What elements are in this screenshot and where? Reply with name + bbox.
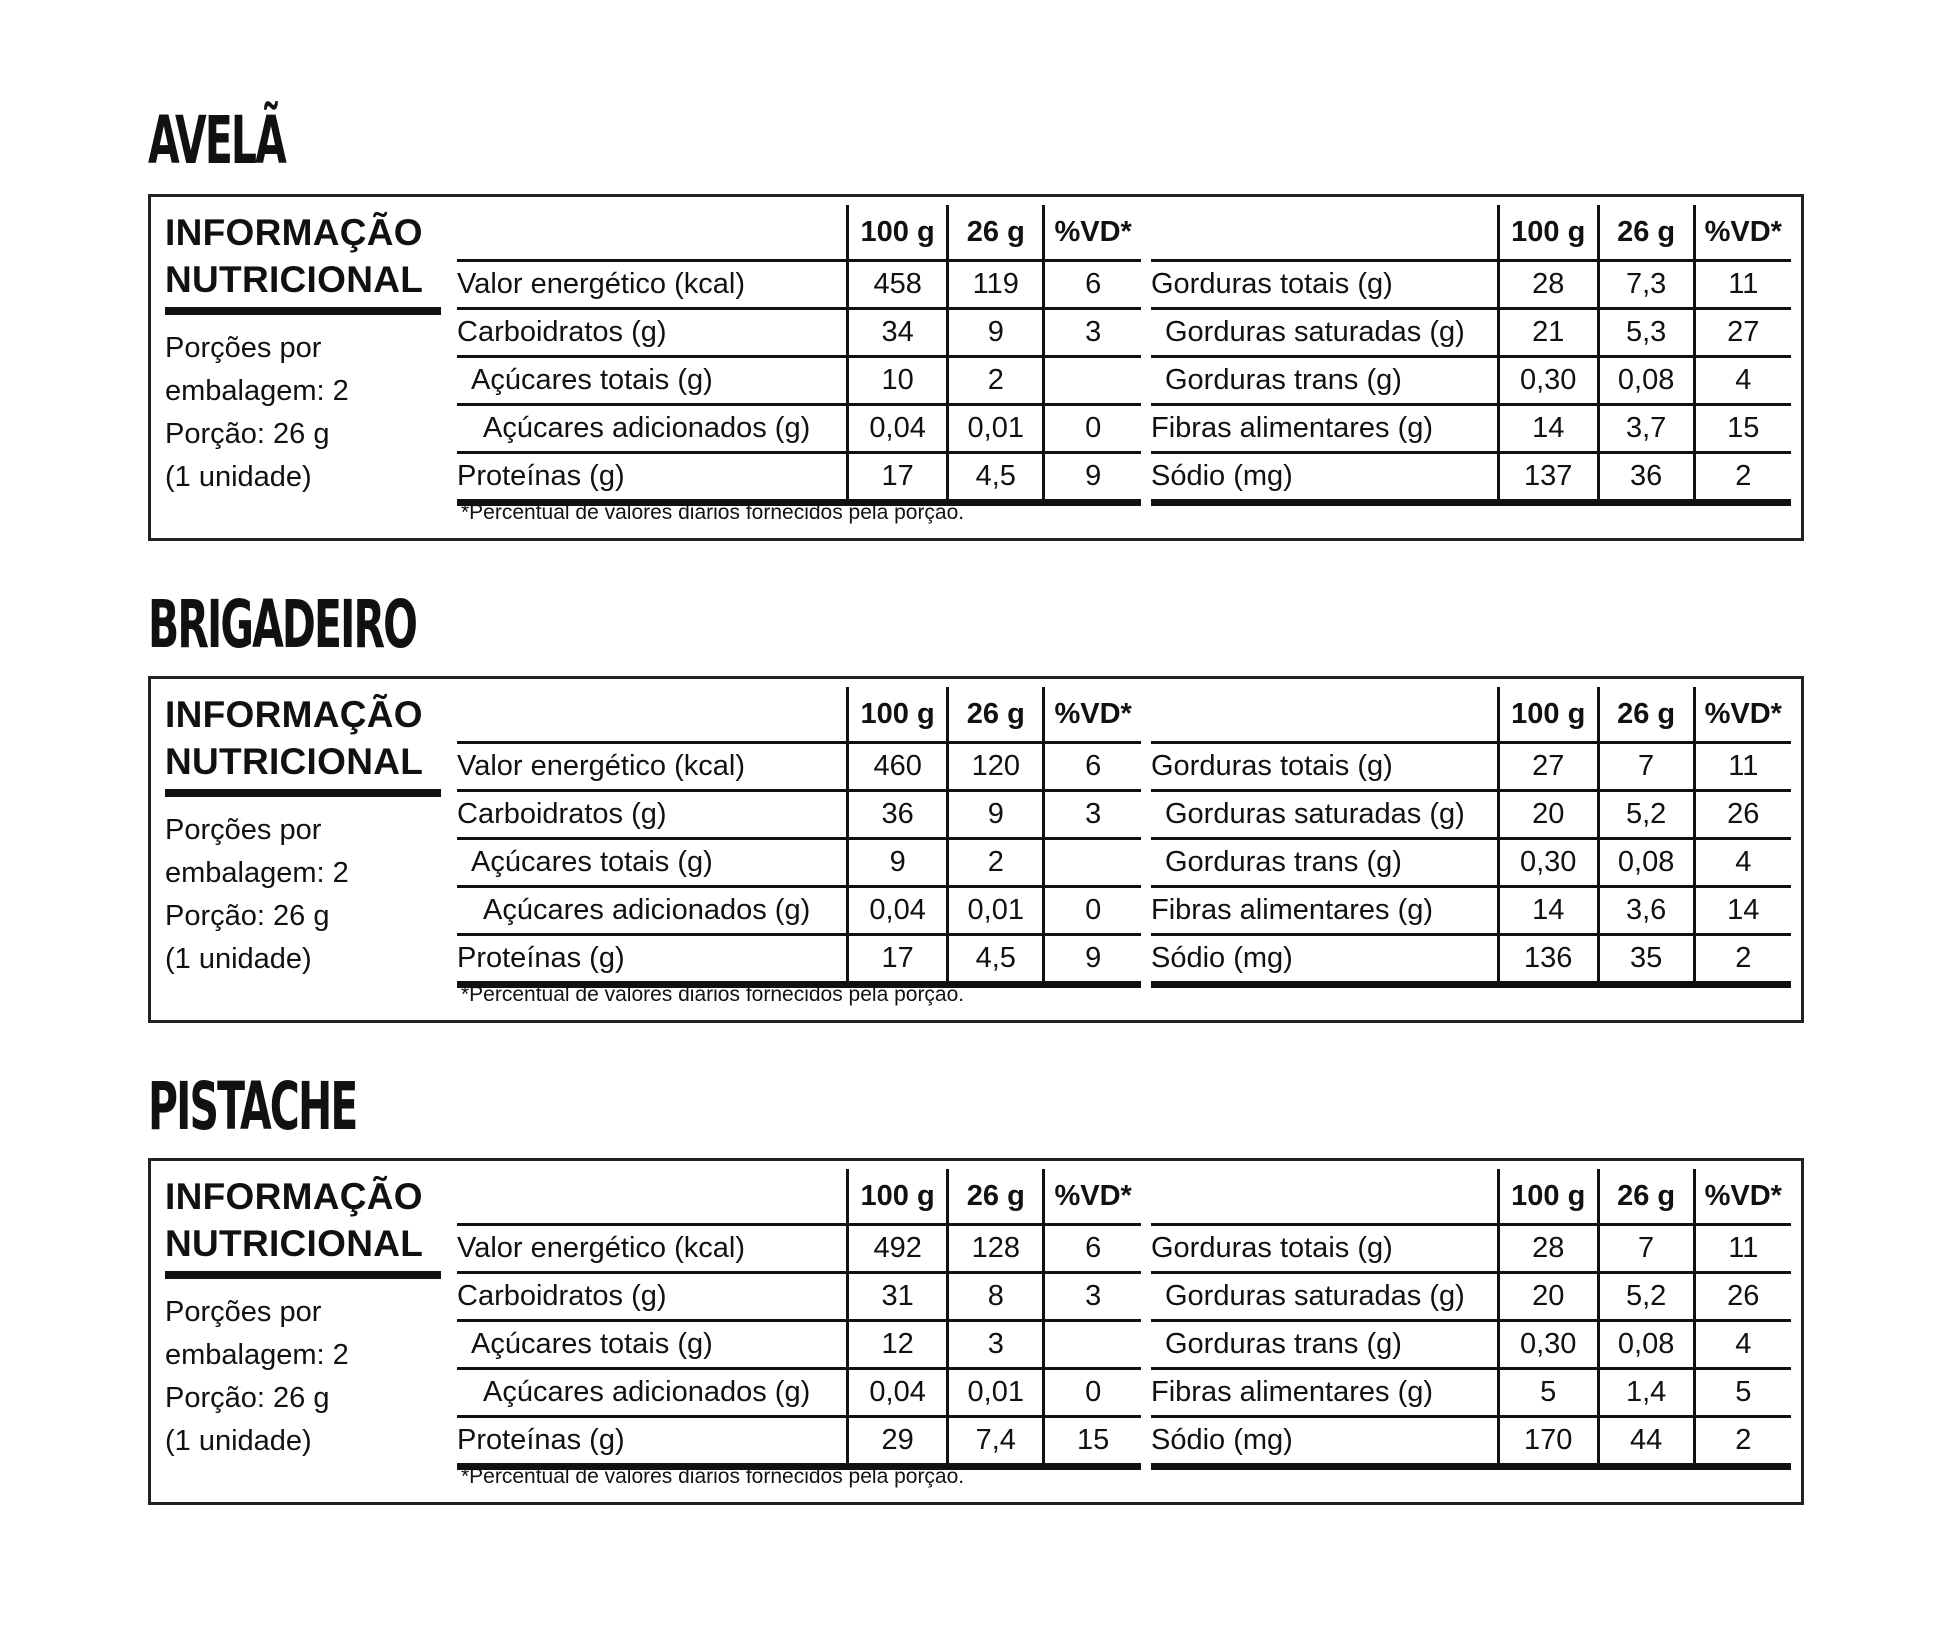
product-title-brigadeiro: BRIGADEIRO (148, 586, 417, 663)
value-26g: 0,01 (948, 887, 1044, 935)
nutrition-panel-pistache (148, 1158, 1804, 1505)
info-title-line: NUTRICIONAL (165, 741, 424, 782)
table-header-row (1151, 687, 1791, 743)
value-100g: 28 (1498, 261, 1598, 309)
value-26g: 0,08 (1598, 1321, 1694, 1369)
value-vd: 15 (1044, 1417, 1141, 1467)
portions-info (165, 809, 441, 981)
value-vd: 3 (1044, 1273, 1141, 1321)
info-title-line: NUTRICIONAL (165, 1223, 424, 1264)
header-26g: 26 g (948, 687, 1044, 743)
nutrition-table-left (457, 687, 1141, 988)
value-26g: 3 (948, 1321, 1044, 1369)
header-blank-cell (1151, 687, 1498, 743)
portions-line: Porções por (165, 814, 322, 846)
header-100g: 100 g (848, 205, 948, 261)
header-blank-cell (457, 205, 848, 261)
value-vd: 6 (1044, 743, 1141, 791)
row-label: Sódio (mg) (1151, 935, 1498, 985)
table-row (457, 405, 1141, 453)
value-100g: 29 (848, 1417, 948, 1467)
row-label: Gorduras totais (g) (1151, 1225, 1498, 1273)
table-row (457, 791, 1141, 839)
value-100g: 492 (848, 1225, 948, 1273)
panel-left-column (165, 209, 441, 499)
row-label: Fibras alimentares (g) (1151, 1369, 1498, 1417)
value-100g: 36 (848, 791, 948, 839)
header-26g: 26 g (948, 205, 1044, 261)
row-label: Gorduras trans (g) (1151, 1321, 1498, 1369)
value-26g: 4,5 (948, 935, 1044, 985)
value-26g: 5,2 (1598, 791, 1694, 839)
value-vd: 11 (1694, 261, 1791, 309)
table-row (457, 453, 1141, 503)
value-26g: 3,6 (1598, 887, 1694, 935)
value-26g: 35 (1598, 935, 1694, 985)
header-vd: %VD* (1694, 1169, 1791, 1225)
table-row (1151, 1225, 1791, 1273)
value-vd: 4 (1694, 1321, 1791, 1369)
table-row (457, 1417, 1141, 1467)
info-title (165, 209, 441, 315)
nutrition-table-right (1151, 205, 1791, 506)
value-26g: 9 (948, 791, 1044, 839)
header-26g: 26 g (948, 1169, 1044, 1225)
header-vd: %VD* (1044, 1169, 1141, 1225)
header-blank-cell (1151, 205, 1498, 261)
portions-line: Porções por (165, 1296, 322, 1328)
value-100g: 0,04 (848, 1369, 948, 1417)
row-label: Gorduras totais (g) (1151, 261, 1498, 309)
header-vd: %VD* (1694, 687, 1791, 743)
row-label: Gorduras trans (g) (1151, 357, 1498, 405)
value-vd (1044, 357, 1141, 405)
value-vd: 14 (1694, 887, 1791, 935)
value-vd: 15 (1694, 405, 1791, 453)
table-row (457, 309, 1141, 357)
value-26g: 128 (948, 1225, 1044, 1273)
info-title-line: INFORMAÇÃO (165, 1176, 423, 1217)
value-100g: 137 (1498, 453, 1598, 503)
value-26g: 5,2 (1598, 1273, 1694, 1321)
value-100g: 27 (1498, 743, 1598, 791)
value-26g: 5,3 (1598, 309, 1694, 357)
value-26g: 0,08 (1598, 839, 1694, 887)
value-vd (1044, 839, 1141, 887)
portions-info (165, 327, 441, 499)
table-row (1151, 839, 1791, 887)
table-row (457, 357, 1141, 405)
portions-info (165, 1291, 441, 1463)
value-vd: 0 (1044, 887, 1141, 935)
table-row (457, 1369, 1141, 1417)
value-vd: 2 (1694, 935, 1791, 985)
value-26g: 0,01 (948, 1369, 1044, 1417)
portions-line: Porção: 26 g (165, 418, 330, 450)
row-label: Proteínas (g) (457, 453, 848, 503)
value-vd: 11 (1694, 743, 1791, 791)
table-row (457, 1225, 1141, 1273)
table-header-row (457, 687, 1141, 743)
nutrition-panel-avela (148, 194, 1804, 541)
value-vd: 2 (1694, 1417, 1791, 1467)
value-vd: 2 (1694, 453, 1791, 503)
row-label: Gorduras saturadas (g) (1151, 1273, 1498, 1321)
header-26g: 26 g (1598, 1169, 1694, 1225)
value-vd: 6 (1044, 261, 1141, 309)
value-100g: 9 (848, 839, 948, 887)
portions-line: embalagem: 2 (165, 857, 349, 889)
footnote: *Percentual de valores diários fornecidos pela porção. (461, 501, 965, 524)
portions-line: embalagem: 2 (165, 375, 349, 407)
value-26g: 4,5 (948, 453, 1044, 503)
value-vd: 3 (1044, 791, 1141, 839)
portions-line: (1 unidade) (165, 461, 312, 493)
value-100g: 0,30 (1498, 1321, 1598, 1369)
footnote: *Percentual de valores diários fornecidos pela porção. (461, 1465, 965, 1488)
row-label: Gorduras saturadas (g) (1151, 791, 1498, 839)
table-row (457, 1273, 1141, 1321)
value-100g: 5 (1498, 1369, 1598, 1417)
table-header-row (1151, 205, 1791, 261)
header-100g: 100 g (848, 687, 948, 743)
row-label: Sódio (mg) (1151, 453, 1498, 503)
table-row (1151, 743, 1791, 791)
row-label: Açúcares totais (g) (457, 357, 848, 405)
value-100g: 21 (1498, 309, 1598, 357)
value-26g: 1,4 (1598, 1369, 1694, 1417)
table-row (1151, 1417, 1791, 1467)
value-100g: 34 (848, 309, 948, 357)
value-vd: 0 (1044, 405, 1141, 453)
row-label: Fibras alimentares (g) (1151, 887, 1498, 935)
table-row (1151, 405, 1791, 453)
value-26g: 8 (948, 1273, 1044, 1321)
info-title-line: NUTRICIONAL (165, 259, 424, 300)
table-row (457, 887, 1141, 935)
row-label: Açúcares totais (g) (457, 839, 848, 887)
portions-line: (1 unidade) (165, 1425, 312, 1457)
value-vd: 6 (1044, 1225, 1141, 1273)
header-blank-cell (457, 687, 848, 743)
value-100g: 28 (1498, 1225, 1598, 1273)
header-100g: 100 g (1498, 1169, 1598, 1225)
portions-line: Porções por (165, 332, 322, 364)
table-row (1151, 935, 1791, 985)
value-26g: 2 (948, 357, 1044, 405)
table-row (457, 1321, 1141, 1369)
value-vd: 9 (1044, 935, 1141, 985)
table-row (1151, 453, 1791, 503)
value-26g: 7,4 (948, 1417, 1044, 1467)
value-100g: 170 (1498, 1417, 1598, 1467)
value-26g: 36 (1598, 453, 1694, 503)
row-label: Gorduras trans (g) (1151, 839, 1498, 887)
row-label: Açúcares adicionados (g) (457, 1369, 848, 1417)
value-26g: 9 (948, 309, 1044, 357)
portions-line: Porção: 26 g (165, 900, 330, 932)
value-100g: 14 (1498, 887, 1598, 935)
value-100g: 12 (848, 1321, 948, 1369)
value-26g: 44 (1598, 1417, 1694, 1467)
value-26g: 120 (948, 743, 1044, 791)
value-vd: 9 (1044, 453, 1141, 503)
value-vd: 26 (1694, 1273, 1791, 1321)
value-100g: 0,04 (848, 887, 948, 935)
value-vd: 26 (1694, 791, 1791, 839)
row-label: Fibras alimentares (g) (1151, 405, 1498, 453)
row-label: Proteínas (g) (457, 1417, 848, 1467)
value-26g: 7,3 (1598, 261, 1694, 309)
table-header-row (1151, 1169, 1791, 1225)
panel-left-column (165, 1173, 441, 1463)
panel-left-column (165, 691, 441, 981)
value-100g: 14 (1498, 405, 1598, 453)
table-row (1151, 1369, 1791, 1417)
header-blank-cell (1151, 1169, 1498, 1225)
value-100g: 0,30 (1498, 839, 1598, 887)
value-26g: 2 (948, 839, 1044, 887)
footnote: *Percentual de valores diários fornecidos pela porção. (461, 983, 965, 1006)
row-label: Carboidratos (g) (457, 309, 848, 357)
row-label: Carboidratos (g) (457, 1273, 848, 1321)
row-label: Açúcares adicionados (g) (457, 405, 848, 453)
value-vd: 4 (1694, 357, 1791, 405)
row-label: Proteínas (g) (457, 935, 848, 985)
value-26g: 0,01 (948, 405, 1044, 453)
row-label: Sódio (mg) (1151, 1417, 1498, 1467)
product-title-avela: AVELÃ (148, 102, 285, 179)
header-26g: 26 g (1598, 687, 1694, 743)
table-row (457, 935, 1141, 985)
table-row (457, 743, 1141, 791)
header-100g: 100 g (1498, 687, 1598, 743)
value-vd: 3 (1044, 309, 1141, 357)
portions-line: (1 unidade) (165, 943, 312, 975)
value-100g: 20 (1498, 1273, 1598, 1321)
row-label: Valor energético (kcal) (457, 1225, 848, 1273)
value-100g: 136 (1498, 935, 1598, 985)
value-100g: 0,30 (1498, 357, 1598, 405)
nutrition-table-left (457, 205, 1141, 506)
value-vd: 27 (1694, 309, 1791, 357)
header-100g: 100 g (1498, 205, 1598, 261)
table-row (457, 261, 1141, 309)
header-blank-cell (457, 1169, 848, 1225)
table-row (1151, 1273, 1791, 1321)
table-row (1151, 309, 1791, 357)
row-label: Carboidratos (g) (457, 791, 848, 839)
value-100g: 17 (848, 935, 948, 985)
row-label: Açúcares adicionados (g) (457, 887, 848, 935)
value-100g: 10 (848, 357, 948, 405)
header-vd: %VD* (1044, 687, 1141, 743)
table-row (1151, 357, 1791, 405)
value-26g: 0,08 (1598, 357, 1694, 405)
row-label: Valor energético (kcal) (457, 743, 848, 791)
portions-line: Porção: 26 g (165, 1382, 330, 1414)
header-100g: 100 g (848, 1169, 948, 1225)
value-100g: 460 (848, 743, 948, 791)
table-header-row (457, 1169, 1141, 1225)
nutrition-table-right (1151, 1169, 1791, 1470)
header-vd: %VD* (1044, 205, 1141, 261)
info-title-line: INFORMAÇÃO (165, 694, 423, 735)
info-title (165, 1173, 441, 1279)
row-label: Gorduras totais (g) (1151, 743, 1498, 791)
value-100g: 17 (848, 453, 948, 503)
row-label: Valor energético (kcal) (457, 261, 848, 309)
value-vd: 5 (1694, 1369, 1791, 1417)
value-100g: 0,04 (848, 405, 948, 453)
header-26g: 26 g (1598, 205, 1694, 261)
row-label: Gorduras saturadas (g) (1151, 309, 1498, 357)
info-title (165, 691, 441, 797)
header-vd: %VD* (1694, 205, 1791, 261)
portions-line: embalagem: 2 (165, 1339, 349, 1371)
product-title-pistache: PISTACHE (148, 1068, 357, 1145)
info-title-line: INFORMAÇÃO (165, 212, 423, 253)
value-vd (1044, 1321, 1141, 1369)
nutrition-panel-brigadeiro (148, 676, 1804, 1023)
value-26g: 119 (948, 261, 1044, 309)
table-row (457, 839, 1141, 887)
table-row (1151, 1321, 1791, 1369)
table-row (1151, 887, 1791, 935)
value-100g: 458 (848, 261, 948, 309)
value-26g: 7 (1598, 1225, 1694, 1273)
nutrition-table-left (457, 1169, 1141, 1470)
table-row (1151, 791, 1791, 839)
value-26g: 3,7 (1598, 405, 1694, 453)
table-row (1151, 261, 1791, 309)
value-vd: 11 (1694, 1225, 1791, 1273)
value-vd: 4 (1694, 839, 1791, 887)
value-100g: 31 (848, 1273, 948, 1321)
row-label: Açúcares totais (g) (457, 1321, 848, 1369)
value-100g: 20 (1498, 791, 1598, 839)
table-header-row (457, 205, 1141, 261)
nutrition-table-right (1151, 687, 1791, 988)
value-vd: 0 (1044, 1369, 1141, 1417)
value-26g: 7 (1598, 743, 1694, 791)
